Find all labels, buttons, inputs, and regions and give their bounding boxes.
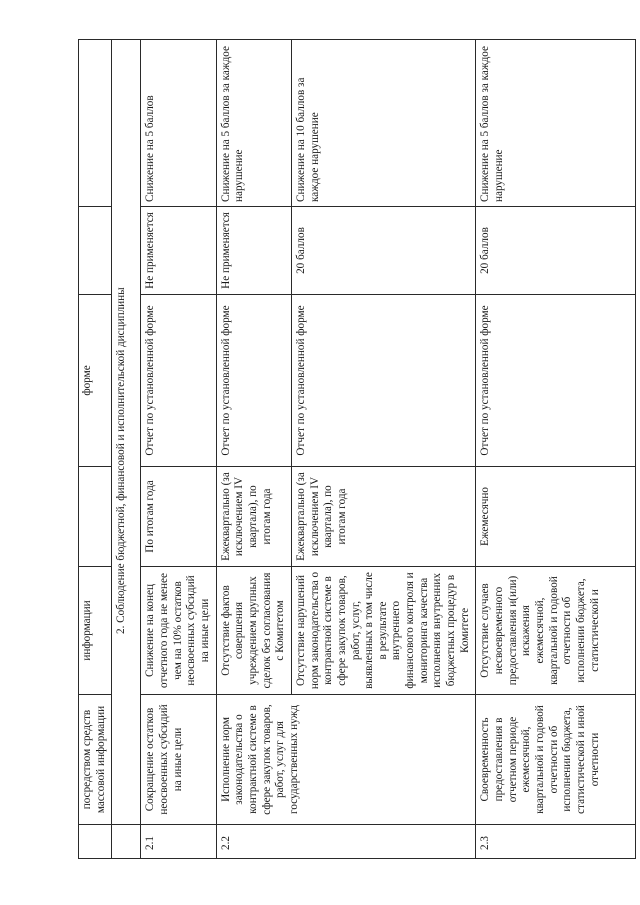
row-source: Отчет по установленной форме: [476, 295, 636, 467]
row-number: 2.3: [476, 825, 636, 859]
row-max-score: Не применяется: [216, 207, 291, 295]
header-indicator: посредством средств массовой информации: [79, 695, 112, 825]
table-row: [216, 40, 291, 859]
header-penalty: [79, 40, 112, 207]
criteria-table: [78, 39, 636, 859]
row-indicator: Сокращение остатков неосвоенных субсидий на иные цели: [141, 695, 216, 825]
row-period: По итогам года: [141, 467, 216, 567]
header-row: [79, 40, 112, 859]
row-period: Ежеквартально (за исключением IV квартала), по итогам года: [291, 467, 476, 567]
section-title: 2. Соблюдение бюджетной, финансовой и исполнительской дисциплины: [112, 40, 141, 825]
row-max-score: 20 баллов: [476, 207, 636, 295]
row-criteria: Отсутствие фактов совершения учреждением крупных сделок без согласования с Комитетом: [216, 567, 291, 695]
row-indicator: Своевременность предоставления в отчетном периоде ежемесячной, квартальной и годовой отчетности об исполнении бюджета, статистической и иной отчетности: [476, 695, 636, 825]
row-penalty: Снижение на 10 баллов за каждое нарушение: [291, 40, 476, 207]
row-source: Отчет по установленной форме: [141, 295, 216, 467]
section-row: [112, 40, 141, 859]
header-period: [79, 467, 112, 567]
row-indicator: Исполнение норм законодательства о контрактной системе в сфере закупок товаров, работ, услуг для государственных нужд: [216, 695, 476, 825]
row-period: Ежемесячно: [476, 467, 636, 567]
table-row: [476, 40, 636, 859]
row-number: 2.1: [141, 825, 216, 859]
header-criteria: информации: [79, 567, 112, 695]
row-period: Ежеквартально (за исключением IV квартала), по итогам года: [216, 467, 291, 567]
row-penalty: Снижение на 5 баллов за каждое нарушение: [476, 40, 636, 207]
row-max-score: 20 баллов: [291, 207, 476, 295]
row-criteria: Снижение на конец отчетного года не менее чем на 10% остатков неосвоенных субсидий на иные цели: [141, 567, 216, 695]
row-criteria: Отсутствие случаев несвоевременного предоставления и(или) искажения ежемесячной, квартальной и годовой отчетности об исполнении бюджета, статистической и: [476, 567, 636, 695]
row-max-score: Не применяется: [141, 207, 216, 295]
row-source: Отчет по установленной форме: [216, 295, 291, 467]
row-criteria: Отсутствие нарушений норм законодательства о контрактной системе в сфере закупок товаров, работ, услуг, выявленных в том числе в результате внутреннего финансового контроля и мониторинга качества исполнения внутренних бюджетных процедур в Комитете: [291, 567, 476, 695]
header-max-score: [79, 207, 112, 295]
header-source: форме: [79, 295, 112, 467]
row-penalty: Снижение на 5 баллов: [141, 40, 216, 207]
row-penalty: Снижение на 5 баллов за каждое нарушение: [216, 40, 291, 207]
table-row: [141, 40, 216, 859]
header-number: [79, 825, 112, 859]
row-source: Отчет по установленной форме: [291, 295, 476, 467]
row-number: 2.2: [216, 825, 476, 859]
section-spacer: [112, 825, 141, 859]
